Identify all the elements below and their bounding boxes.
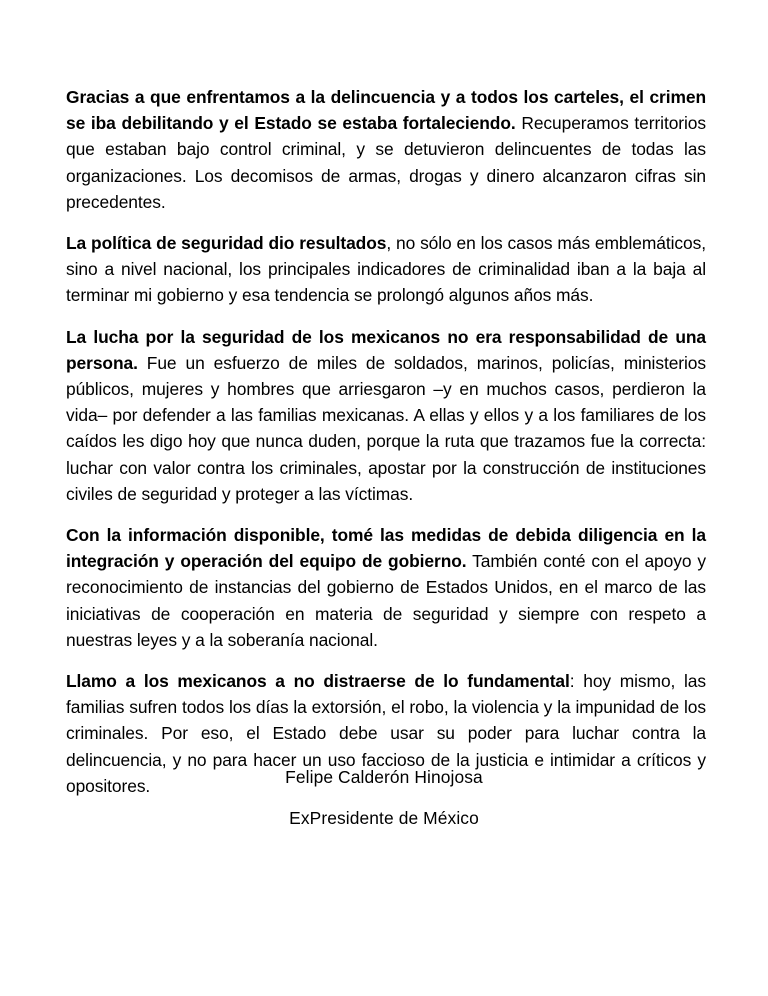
document-body	[66, 84, 706, 799]
signatory-name: Felipe Calderón Hinojosa	[285, 767, 483, 787]
paragraph-5-lead: Llamo a los mexicanos a no distraerse de lo fundamental	[66, 671, 570, 692]
paragraph-2	[66, 230, 706, 309]
paragraph-3-rest: Fue un esfuerzo de miles de soldados, marinos, policías, ministerios públicos, mujeres y hombres que arriesgaron –y en muchos casos, perdieron la vida– por defender a las familias mexicanas. A ellas y ellos y a los familiares de los caídos les digo hoy que nunca duden, porque la ruta que trazamos fue la correcta: luchar con valor contra los criminales, apostar por la construcción de instituciones civiles de seguridad y proteger a las víctimas.	[66, 352, 706, 504]
paragraph-2-lead: La política de seguridad dio resultados	[66, 233, 387, 254]
signature-block	[0, 764, 768, 831]
paragraph-4-rest: También conté con el apoyo y reconocimiento de instancias del gobierno de Estados Unidos, en el marco de las iniciativas de cooperación en materia de seguridad y siempre con respeto a nuestras leyes y a la soberanía nacional.	[66, 551, 706, 650]
paragraph-3-lead: La lucha por la seguridad de los mexicanos no era responsabilidad de una persona.	[66, 326, 706, 373]
paragraph-4	[66, 522, 706, 653]
paragraph-4-lead: Con la información disponible, tomé las medidas de debida diligencia en la integración y operación del equipo de gobierno.	[66, 525, 706, 572]
paragraph-1-rest: Recuperamos territorios que estaban bajo control criminal, y se detuvieron delincuentes de todas las organizaciones. Los decomisos de armas, drogas y dinero alcanzaron cifras sin precedentes.	[66, 113, 707, 212]
paragraph-2-rest: , no sólo en los casos más emblemáticos, sino a nivel nacional, los principales indicadores de criminalidad iban a la baja al terminar mi gobierno y esa tendencia se prolongó algunos años más.	[66, 233, 706, 306]
paragraph-5-rest: : hoy mismo, las familias sufren todos los días la extorsión, el robo, la violencia y la impunidad de los criminales. Por eso, el Estado debe usar su poder para luchar contra la delincuencia, y no para hacer un uso faccioso de la justicia e intimidar a críticos y opositores.	[66, 671, 706, 796]
signatory-title: ExPresidente de México	[289, 808, 479, 828]
paragraph-1-lead: Gracias a que enfrentamos a la delincuencia y a todos los carteles, el crimen se iba debilitando y el Estado se estaba fortaleciendo.	[66, 87, 706, 134]
paragraph-3	[66, 324, 706, 507]
paragraph-1	[66, 84, 706, 215]
